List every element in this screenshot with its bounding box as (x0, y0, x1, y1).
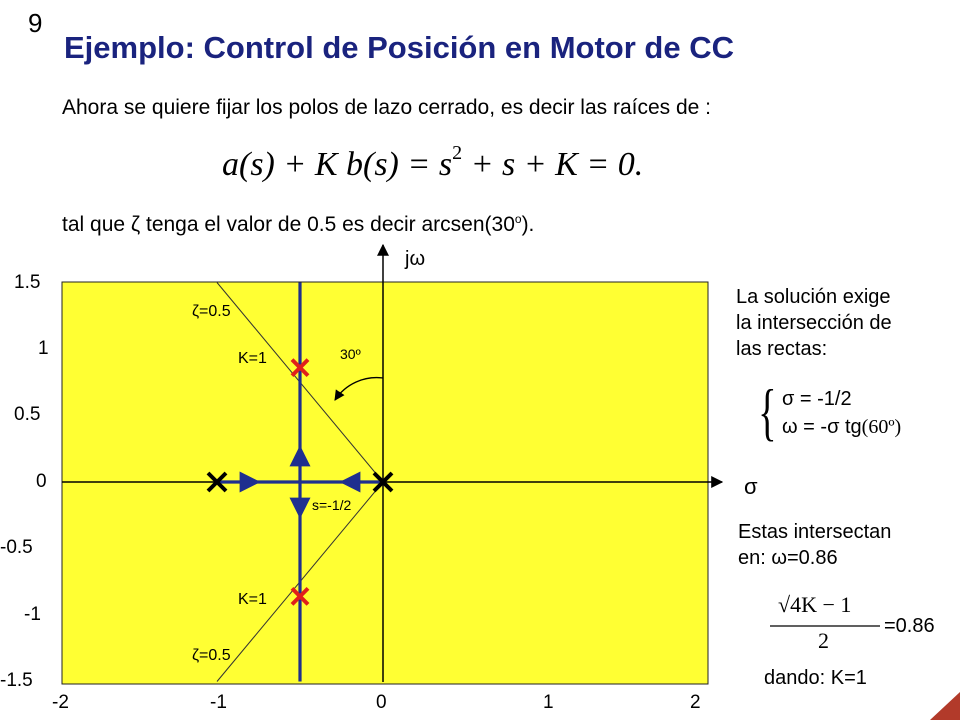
condition-part2: tenga el valor de 0.5 es decir arcsen(30 (140, 213, 515, 236)
y-tick-label: 1.5 (14, 272, 41, 293)
x-tick-label: 0 (376, 692, 387, 713)
x-axis-label: σ (744, 474, 758, 499)
zeta-symbol: ζ (130, 213, 141, 236)
fraction-numerator: √4K − 1 (778, 592, 852, 617)
k-annotation-bottom: K=1 (238, 591, 267, 608)
equation-lhs: a(s) + K b(s) = s (222, 146, 453, 183)
x-tick-label: 2 (690, 692, 701, 713)
corner-decoration (930, 692, 960, 720)
equation-exponent: 2 (452, 142, 463, 164)
s-annotation: s=-1/2 (312, 497, 352, 513)
system-eq-omega (782, 416, 901, 439)
note-line: las rectas: (736, 338, 828, 360)
y-tick-label: -1.5 (0, 670, 33, 691)
k-annotation-top: K=1 (238, 350, 267, 367)
y-tick-label: -1 (24, 604, 41, 625)
zeta-annotation-bottom: ζ=0.5 (192, 647, 231, 664)
x-tick-label: -1 (210, 692, 227, 713)
note-line: Estas intersectan (738, 521, 892, 543)
y-tick-label: 1 (38, 338, 49, 359)
degree-symbol: o (514, 212, 522, 226)
result-text: dando: K=1 (764, 667, 867, 689)
slide-title: Ejemplo: Control de Posición en Motor de CC (64, 30, 734, 65)
note-line: la intersección de (736, 312, 892, 334)
fraction-result: =0.86 (884, 615, 935, 637)
x-tick-label: -2 (52, 692, 69, 713)
y-tick-label: 0.5 (14, 404, 41, 425)
intro-text: Ahora se quiere fijar los polos de lazo cerrado, es decir las raíces de : (62, 96, 712, 119)
system-eq-omega-b: (60º) (861, 416, 902, 438)
fraction-denominator: 2 (818, 628, 829, 653)
y-tick-label: -0.5 (0, 537, 33, 558)
condition-part3: ). (521, 213, 535, 236)
note-solution (736, 284, 892, 362)
angle-annotation: 30º (340, 346, 361, 362)
zeta-annotation-top: ζ=0.5 (192, 303, 231, 320)
x-tick-label: 1 (543, 692, 554, 713)
equation-rhs: + s + K = 0. (462, 146, 644, 183)
note-line: en: ω=0.86 (738, 547, 838, 569)
system-eq-sigma: σ = -1/2 (782, 388, 852, 410)
y-axis-label: jω (405, 248, 426, 270)
note-intersection (738, 519, 891, 571)
condition-part1: tal que (62, 213, 131, 236)
y-tick-label: 0 (36, 471, 47, 492)
system-eq-omega-a: ω = -σ tg (782, 416, 862, 438)
brace-icon: { (758, 376, 777, 447)
slide-number: 9 (28, 8, 43, 38)
note-line: La solución exige (736, 286, 891, 308)
